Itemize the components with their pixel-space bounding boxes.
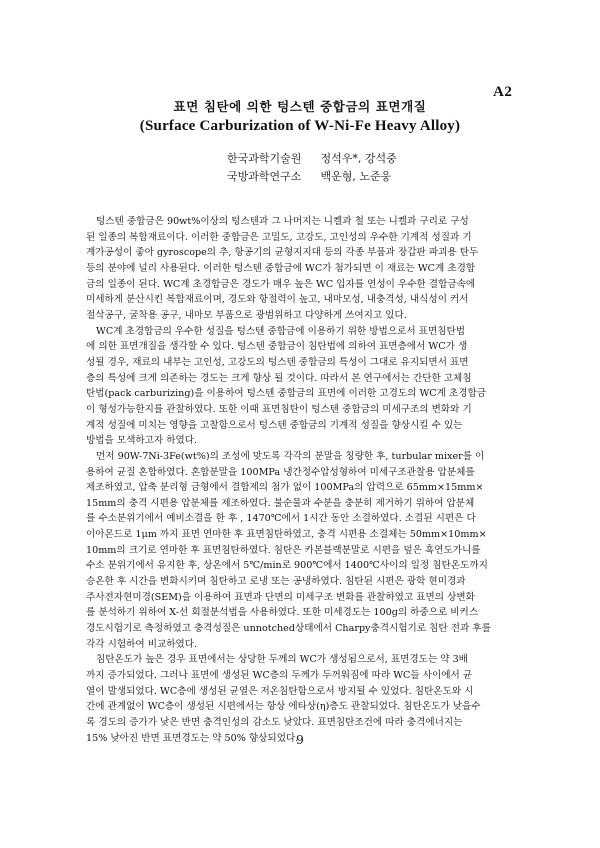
body-line: 이아몬드로 1μm 까지 표면 연마한 후 표면침탄하였고, 충격 시편용 소결체는 50mm×10mm× [86,529,487,541]
body-line: 록 경도의 증가가 낮은 반면 충격인성의 감소도 낮았다. 표면침탄조건에 따라 충격에너지는 [86,717,463,728]
body-line: 수소 분위기에서 유지한 후, 상온에서 5℃/min로 900℃에서 1400℃사이의 일정 침탄온도까지 [86,560,488,572]
body-line: 를 분석하기 위하여 X-선 회절분석법을 사용하였다. 또한 미세경도는 100g의 하중으로 비커스 [86,607,479,619]
body-line: 간에 관계없이 WC층이 생성된 시편에서는 항상 에타상(η)층도 관찰되었다. 침탄온도가 낮을수 [86,701,481,713]
author-names: 정석우*, 강석중 [320,152,397,165]
affiliation: 한국과학기술원 [227,152,302,165]
body-line: 열이 발생되었다. WC층에 생성된 균열은 저온침탄함으로서 방지될 수 있었다. 침탄온도와 시 [86,685,474,697]
body-line: 된 일종의 복합재료이다. 이러한 중합금은 고밀도, 고강도, 고인성의 우수한 기계적 성질과 기 [86,231,472,243]
body-line: WC계 초경합금의 우수한 성질을 텅스텐 중합금에 이용하기 위한 방법으로서 표면침탄법 [96,325,466,337]
body-line: 방법을 모색하고자 하였다. [86,435,198,447]
body-line: 계가공성이 좋아 gyroscope의 추, 항공기의 균형지지대 등의 각종 부품과 장갑판 파괴용 탄두 [86,247,479,259]
body-line: 15mm의 충격 시편용 압분체를 제조하였다. 불순물과 수분을 충분히 제거하기 위하여 압분체 [86,497,475,509]
abstract-body [86,214,522,746]
affiliation: 국방과학연구소 [227,170,302,183]
body-line: 침탄온도가 높은 경우 표면에서는 상당한 두께의 WC가 생성됨으로서, 표면경도는 약 3배 [96,654,468,666]
abstract-code: A2 [493,84,513,100]
body-line: 절삭공구, 굴착용 공구, 내마모 부품으로 광범위하고 다양하게 쓰여지고 있다. [86,309,407,321]
body-line: 이 형성가능한지를 관찰하였다. 또한 이때 표면침탄이 텅스텐 중합금의 미세구조의 변화와 기 [86,403,472,415]
body-line: 까지 증가되었다. 그러나 표면에 생성된 WC층의 두께가 두꺼워짐에 따라 WC들 사이에서 균 [86,670,473,682]
author-block [227,150,397,186]
title-english: (Surface Carburization of W-Ni-Fe Heavy Alloy) [139,118,461,134]
body-line: 등의 분야에 널리 사용된다. 이러한 텅스텐 중합금에 WC가 첨가되면 이 재료는 WC계 초경합 [86,262,476,274]
body-line: 계적 성질에 미치는 영향을 고찰함으로서 텅스텐 중합금의 기계적 성질을 향상시킬 수 있는 [86,419,463,431]
author-row [227,150,397,168]
body-line: 먼저 90W-7Ni-3Fe(wt%)의 조성에 맞도록 각각의 분말을 칭량한 후, turbular mixer를 이 [96,450,485,462]
page-number: 9 [296,733,304,747]
body-line: 를 수소분위기에서 예비소결을 한 후 , 1470℃에서 1시간 동안 소결하였다. 소결된 시편은 다 [86,513,476,525]
author-row [227,168,397,186]
body-line: 주사전자현미경(SEM)을 이용하여 표면과 단면의 미세구조 변화를 관찰하였고 표면의 상변화 [86,591,475,603]
body-line: 탄법(pack carburizing)을 이용하여 텅스텐 중합금의 표면에 이러한 고경도의 WC계 초경합금 [86,388,487,400]
body-line: 성될 경우, 재료의 내부는 고인성, 고강도의 텅스텐 중합금의 특성이 그대로 유지되면서 표면 [86,356,469,368]
body-line: 제조하였고, 압축 분리형 금형에서 결합제의 첨가 없이 100MPa의 압력으로 65mm×15mm× [86,482,484,494]
body-line: 층의 특성에 크게 의존하는 경도는 크게 향상 될 것이다. 따라서 본 연구에서는 간단한 고체침 [86,372,472,384]
body-line: 용하여 균질 혼합하였다. 혼합분말을 100MPa 냉간정수압성형하여 미세구조관찰용 압분체를 [86,466,475,478]
author-names: 백운형, 노준웅 [320,170,392,183]
title-korean: 표면 침탄에 의한 텅스텐 중합금의 표면개질 [173,99,427,114]
body-line: 각각 시험하여 비교하였다. [86,638,198,650]
body-line: 15% 낮아진 반면 표면경도는 약 50% 향상되었다. [86,732,299,744]
body-line: 경도시험기로 측정하였고 충격성질은 unnotched상태에서 Charpy충격시험기로 침탄 전과 후를 [86,623,491,635]
body-line: 10mm의 크기로 연마한 후 표면침탄하였다. 침탄은 카본블랙분말로 시편을 덮은 흑연도가니를 [86,544,481,556]
body-line: 에 의한 표면개질을 생각할 수 있다. 텅스텐 중합금이 침탄법에 의하여 표면층에서 WC가 생 [86,341,468,353]
body-line: 승온한 후 시간을 변화시키며 침탄하고 로냉 또는 공냉하였다. 침탄된 시편은 광학 현미경과 [86,576,466,588]
body-line: 금의 일종이 된다. WC계 초경합금은 경도가 매우 높은 WC 입자를 연성이 우수한 결합금속에 [86,278,476,290]
body-line: 텅스텐 중합금은 90wt%이상의 텅스텐과 그 나머지는 니켈과 철 또는 니켈과 구리로 구성 [96,216,469,227]
body-line: 미세하게 분산시킨 복합재료이며, 경도와 항절력이 높고, 내마모성, 내충격성, 내식성이 커서 [86,294,469,306]
